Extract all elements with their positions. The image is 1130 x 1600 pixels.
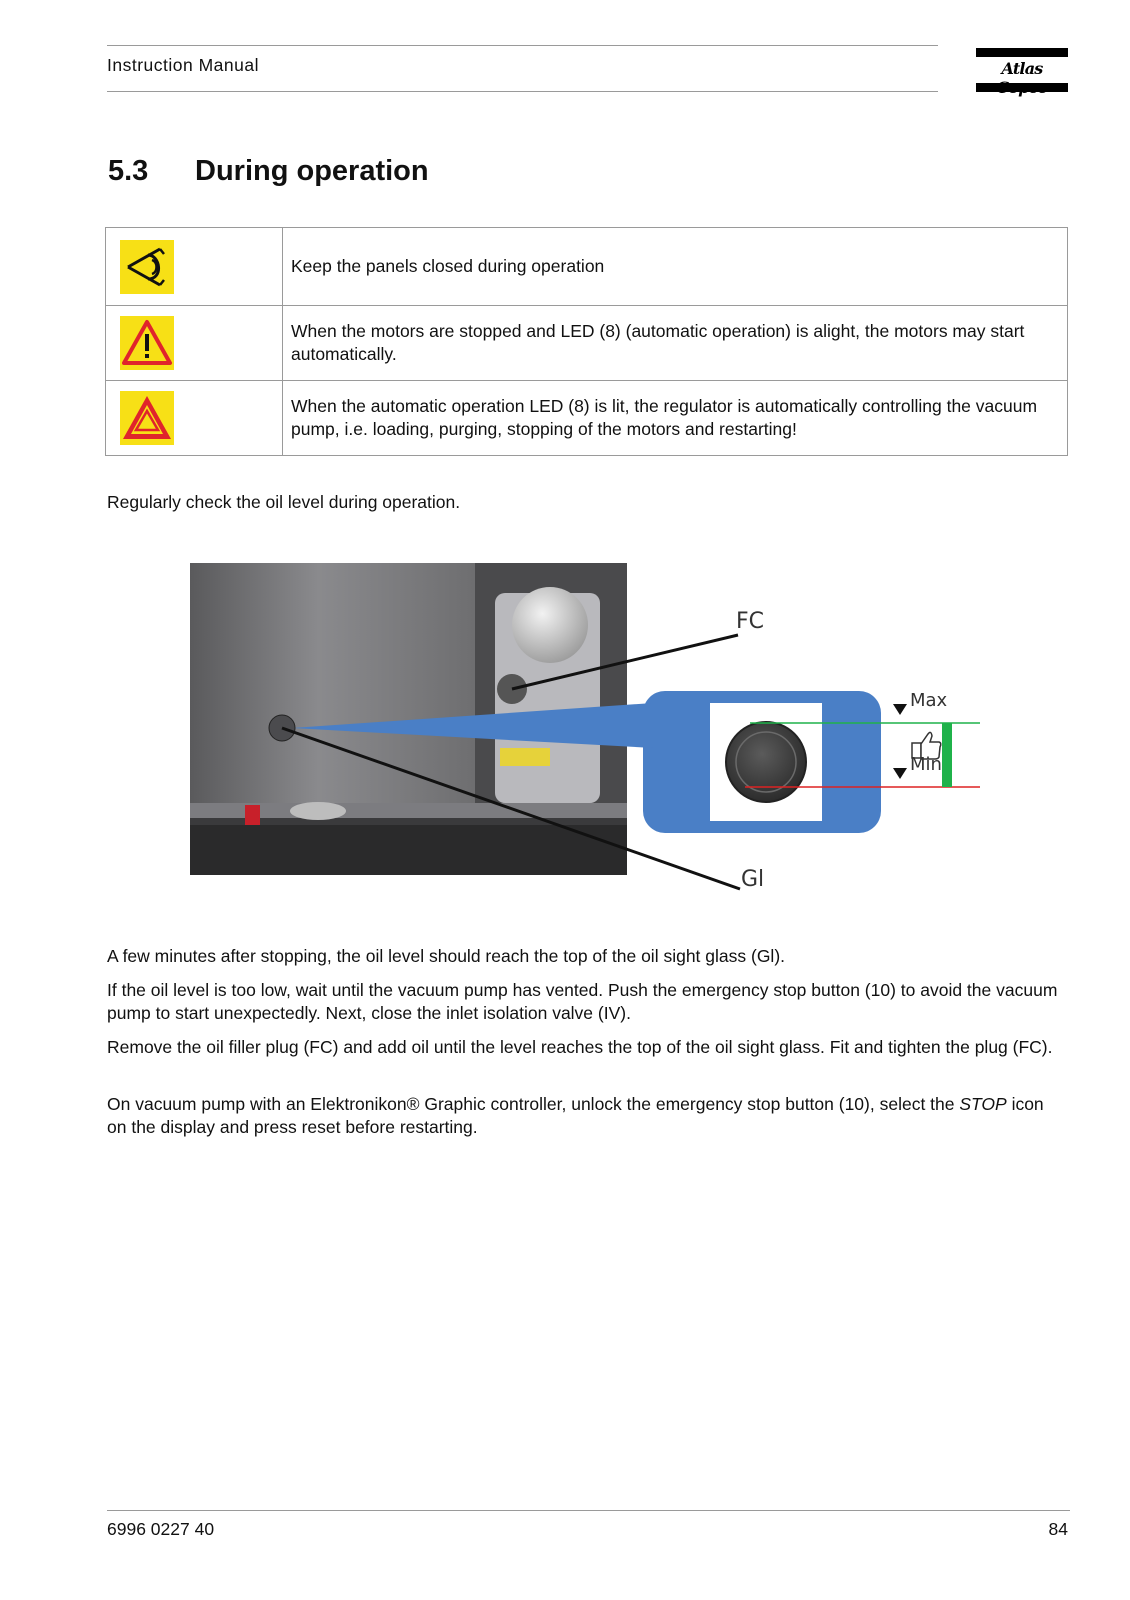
warning-text: Keep the panels closed during operation bbox=[283, 228, 1068, 306]
paragraph-filler-plug: Remove the oil filler plug (FC) and add oil until the level reaches the top of the oil sight glass. Fit and tighten the plug (FC). bbox=[107, 1037, 1053, 1057]
footer-rule bbox=[107, 1510, 1070, 1511]
label-max: Max bbox=[910, 690, 948, 711]
stop-keyword: STOP bbox=[959, 1094, 1007, 1114]
warning-text: When the motors are stopped and LED (8) (automatic operation) is alight, the motors may start automatically. bbox=[283, 306, 1068, 381]
paragraph-restart bbox=[107, 1093, 1067, 1139]
label-gl: Gl bbox=[741, 867, 765, 892]
warning-row bbox=[106, 228, 1068, 306]
warning-icon-cell bbox=[106, 306, 283, 381]
page-number: 84 bbox=[1048, 1519, 1068, 1539]
atlas-copco-logo bbox=[976, 48, 1068, 94]
paragraph-restart-end: icon on the display and press reset before restarting. bbox=[107, 1094, 1044, 1137]
warning-triangle-icon bbox=[120, 391, 174, 445]
eye-protection-icon bbox=[120, 240, 174, 294]
header-bottom-rule bbox=[107, 91, 938, 92]
warning-icon-cell bbox=[106, 381, 283, 456]
paragraph-restart-start: On vacuum pump with an Elektronikon® Graphic controller, unlock the emergency stop button (10), select the bbox=[107, 1094, 960, 1114]
pump-illustration bbox=[190, 563, 990, 923]
section-number: 5.3 bbox=[108, 155, 149, 187]
section-title: During operation bbox=[195, 155, 429, 187]
header-top-rule bbox=[107, 45, 938, 46]
paragraph-low-level: If the oil level is too low, wait until the vacuum pump has vented. Push the emergency stop button (10) to avoid the vacuum pump to start unexpectedly. Next, close the inlet isolation valve (IV). bbox=[107, 980, 1058, 1023]
intro-text: Regularly check the oil level during operation. bbox=[107, 492, 461, 512]
warning-icon-cell bbox=[106, 228, 283, 306]
document-number: 6996 0227 40 bbox=[107, 1519, 215, 1539]
logo-text: Atlas bbox=[1001, 59, 1043, 78]
label-min: Min bbox=[910, 754, 942, 775]
warning-row bbox=[106, 306, 1068, 381]
paragraph-oil-level: A few minutes after stopping, the oil level should reach the top of the oil sight glass (Gl). bbox=[107, 946, 786, 966]
header-title: Instruction Manual bbox=[107, 55, 259, 75]
warning-text: When the automatic operation LED (8) is lit, the regulator is automatically controlling the vacuum pump, i.e. loading, purging, stopping of the motors and restarting! bbox=[283, 381, 1068, 456]
oil-level-figure bbox=[190, 563, 990, 928]
warning-exclamation-icon bbox=[120, 316, 174, 370]
warning-table bbox=[105, 227, 1068, 456]
warning-row bbox=[106, 381, 1068, 456]
label-fc: FC bbox=[736, 609, 765, 634]
